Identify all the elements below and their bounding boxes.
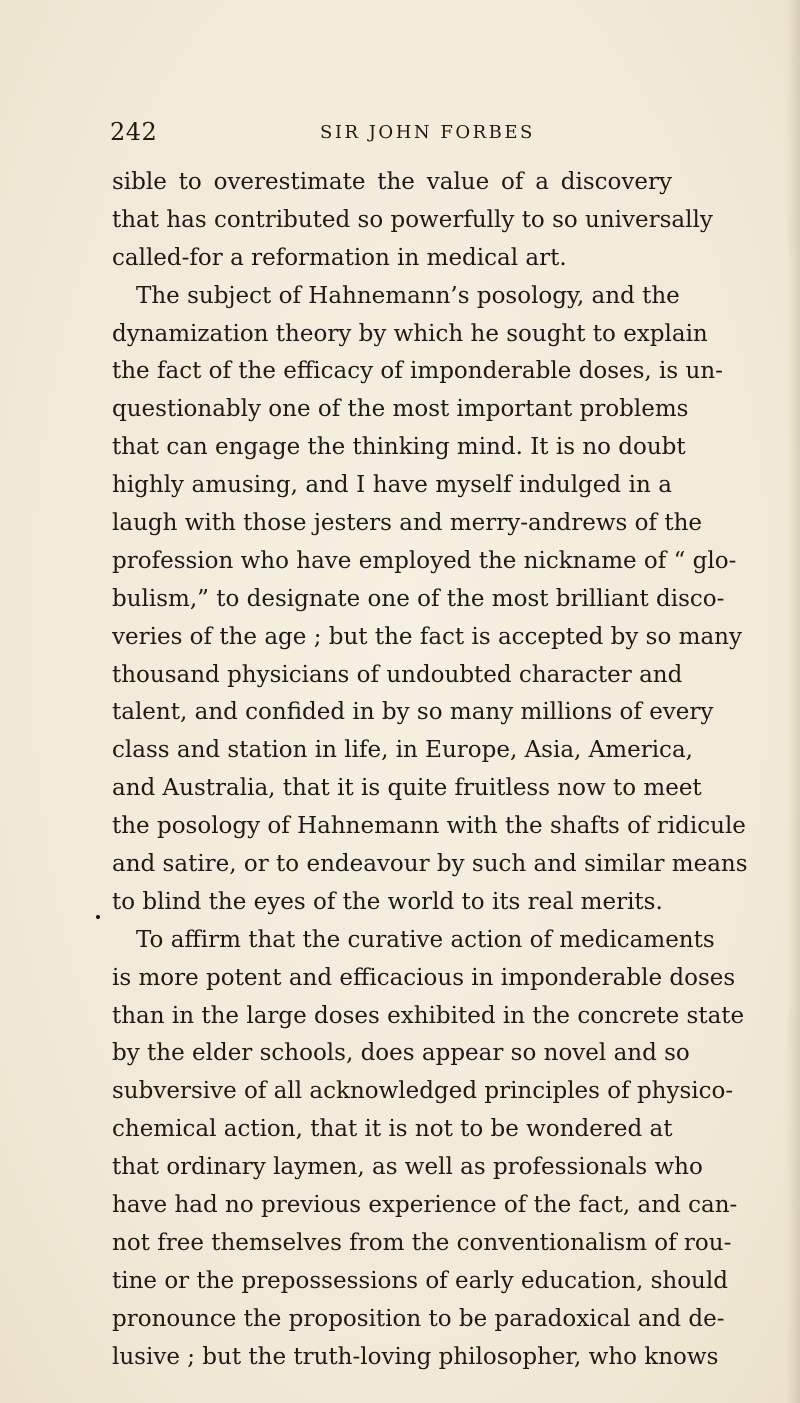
- text-line: called-for a reformation in medical art.: [112, 244, 567, 271]
- text-line: profession who have employed the nickname of “ glo-: [112, 547, 737, 574]
- text-line: To affirm that the curative action of medicaments: [136, 926, 715, 953]
- text-line: chemical action, that it is not to be wondered at: [112, 1116, 673, 1143]
- margin-mark: [96, 915, 100, 919]
- text-line: class and station in life, in Europe, Asia, America,: [112, 737, 693, 764]
- text-line: not free themselves from the conventionalism of rou-: [112, 1229, 732, 1256]
- text-line: sible to overestimate the value of a discovery: [112, 169, 672, 195]
- text-line: veries of the age ; but the fact is accepted by so many: [112, 623, 742, 650]
- text-line: to blind the eyes of the world to its real merits.: [112, 888, 663, 915]
- text-line: lusive ; but the truth-loving philosopher, who knows: [112, 1343, 719, 1370]
- running-head: SIR JOHN FORBES: [320, 122, 535, 143]
- text-line: subversive of all acknowledged principles of physico-: [112, 1078, 734, 1105]
- page-header: [110, 118, 710, 148]
- text-line: bulism,” to designate one of the most brilliant disco-: [112, 585, 725, 612]
- text-line: that ordinary laymen, as well as professionals who: [112, 1154, 703, 1181]
- text-line: questionably one of the most important problems: [112, 396, 689, 423]
- text-line: and Australia, that it is quite fruitless now to meet: [112, 775, 702, 802]
- text-line: the fact of the efficacy of imponderable doses, is un-: [112, 358, 723, 385]
- text-line: talent, and confided in by so many millions of every: [112, 699, 714, 726]
- text-line: the posology of Hahnemann with the shafts of ridicule: [112, 813, 746, 840]
- text-line: is more potent and efficacious in imponderable doses: [112, 964, 736, 991]
- text-line: thousand physicians of undoubted character and: [112, 661, 683, 688]
- text-line: The subject of Hahnemann’s posology, and the: [136, 282, 680, 309]
- text-line: pronounce the proposition to be paradoxical and de-: [112, 1305, 725, 1332]
- text-line: highly amusing, and I have myself indulged in a: [112, 472, 672, 499]
- text-line: that has contributed so powerfully to so universally: [112, 206, 713, 233]
- page-edge-shadow: [786, 0, 800, 1403]
- text-line: laugh with those jesters and merry-andrews of the: [112, 510, 703, 537]
- text-line: that can engage the thinking mind. It is no doubt: [112, 434, 686, 461]
- body-text: [112, 164, 748, 1377]
- text-line: than in the large doses exhibited in the concrete state: [112, 1002, 745, 1029]
- text-line: by the elder schools, does appear so novel and so: [112, 1040, 690, 1067]
- text-line: and satire, or to endeavour by such and similar means: [112, 851, 748, 878]
- text-line: dynamization theory by which he sought to explain: [112, 320, 708, 347]
- text-line: tine or the prepossessions of early education, should: [112, 1267, 728, 1294]
- text-line: have had no previous experience of the fact, and can-: [112, 1192, 738, 1219]
- page-number: 242: [110, 118, 158, 146]
